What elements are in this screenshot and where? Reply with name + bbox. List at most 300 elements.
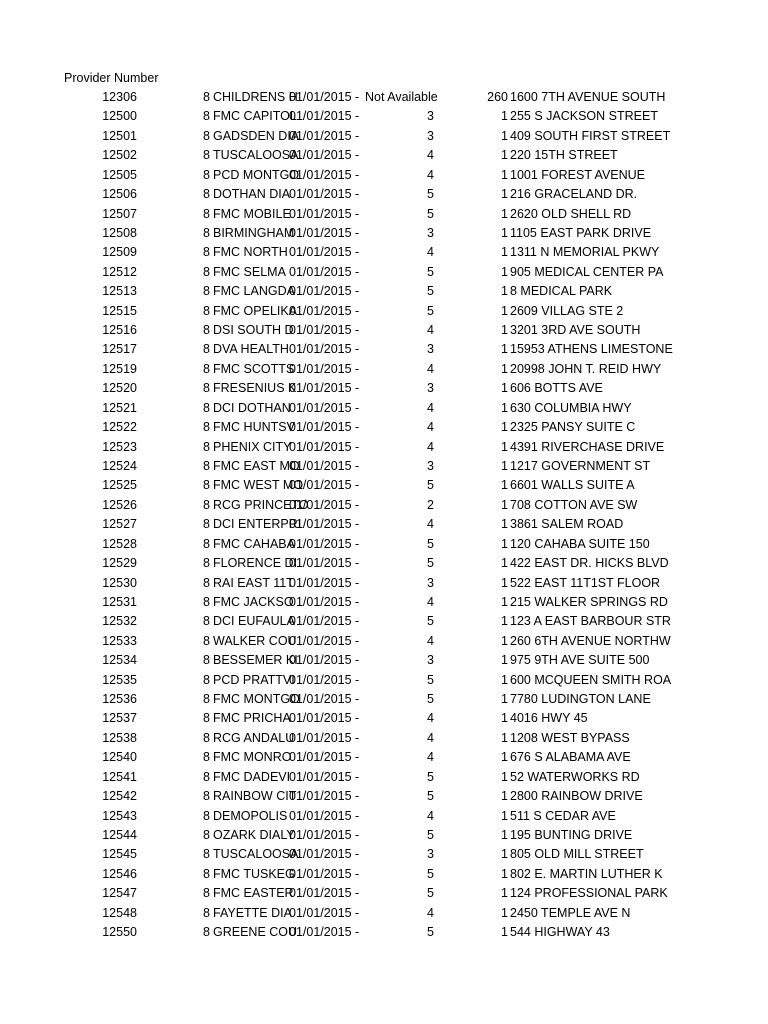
date-cell: 01/01/2015 - (289, 109, 360, 124)
count-cell: 1 (501, 789, 508, 804)
group-cell: 8 (203, 187, 210, 202)
facility-name-cell: FMC CAPITOL (213, 109, 297, 124)
address-cell: 2620 OLD SHELL RD (510, 206, 632, 221)
date-cell: 01/01/2015 - (289, 886, 360, 901)
count-cell: 1 (501, 633, 508, 648)
group-cell: 8 (203, 225, 210, 240)
table-row (0, 107, 768, 126)
address-cell: 905 MEDICAL CENTER PA (510, 264, 664, 279)
provider-number-cell: 12515 (102, 303, 137, 318)
date-cell: 01/01/2015 - (289, 653, 360, 668)
facility-name-cell: RCG ANDALU (213, 730, 295, 745)
facility-name-cell: WALKER COU (213, 633, 297, 648)
facility-name-cell: CHILDRENS H (213, 90, 298, 104)
address-cell: 422 EAST DR. HICKS BLVD (510, 556, 669, 571)
table-row (0, 884, 768, 903)
group-cell: 8 (203, 264, 210, 279)
address-cell: 124 PROFESSIONAL PARK (510, 886, 668, 901)
facility-name-cell: FMC MONRO (213, 750, 292, 765)
rating-cell: 5 (427, 478, 434, 493)
address-cell: 522 EAST 11T1ST FLOOR (510, 575, 661, 590)
date-cell: 01/01/2015 - (289, 536, 360, 551)
facility-name-cell: FMC OPELIKA (213, 303, 298, 318)
table-row (0, 515, 768, 534)
table-row (0, 709, 768, 728)
group-cell: 8 (203, 109, 210, 124)
address-cell: 123 A EAST BARBOUR STR (510, 614, 671, 629)
date-cell: 01/01/2015 - (289, 614, 360, 629)
rating-cell: 5 (427, 187, 434, 202)
address-cell: 1105 EAST PARK DRIVE (510, 225, 652, 240)
rating-cell: 5 (427, 886, 434, 901)
address-cell: 15953 ATHENS LIMESTONE (510, 342, 673, 357)
provider-number-cell: 12542 (102, 789, 137, 804)
group-cell: 8 (203, 128, 210, 143)
provider-number-cell: 12543 (102, 808, 137, 823)
count-cell: 1 (501, 458, 508, 473)
date-cell: 01/01/2015 - (289, 692, 360, 707)
rating-cell: 5 (427, 556, 434, 571)
count-cell: 1 (501, 109, 508, 124)
provider-number-cell: 12547 (102, 886, 137, 901)
provider-number-cell: 12541 (102, 769, 137, 784)
facility-name-cell: FAYETTE DIA (213, 905, 292, 920)
provider-number-cell: 12538 (102, 730, 137, 745)
facility-name-cell: TUSCALOOSA (213, 148, 299, 163)
table-row (0, 807, 768, 826)
count-cell: 1 (501, 148, 508, 163)
count-cell: 1 (501, 245, 508, 260)
provider-number-cell: 12501 (102, 128, 137, 143)
count-cell: 1 (501, 400, 508, 415)
rating-cell: 4 (427, 420, 434, 435)
date-cell: 01/01/2015 - (289, 478, 360, 493)
address-cell: 606 BOTTS AVE (510, 381, 603, 396)
date-cell: 01/01/2015 - (289, 769, 360, 784)
table-row (0, 146, 768, 165)
group-cell: 8 (203, 769, 210, 784)
facility-name-cell: OZARK DIALY (213, 827, 295, 842)
address-cell: 676 S ALABAMA AVE (510, 750, 631, 765)
facility-name-cell: FMC MONTGO (213, 692, 300, 707)
table-row (0, 263, 768, 282)
date-cell: 01/01/2015 - (289, 167, 360, 182)
group-cell: 8 (203, 148, 210, 163)
rating-cell: 4 (427, 633, 434, 648)
table-row (0, 535, 768, 554)
facility-name-cell: DCI ENTERPRI (213, 517, 302, 532)
provider-number-header: Provider Number (64, 71, 159, 85)
provider-number-cell: 12516 (102, 323, 137, 338)
address-cell: 52 WATERWORKS RD (510, 769, 640, 784)
date-cell: 01/01/2015 - (289, 439, 360, 454)
rating-cell: 5 (427, 614, 434, 629)
rating-cell: 3 (427, 109, 434, 124)
group-cell: 8 (203, 361, 210, 376)
group-cell: 8 (203, 400, 210, 415)
group-cell: 8 (203, 206, 210, 221)
facility-name-cell: FMC LANGDA (213, 284, 295, 299)
group-cell: 8 (203, 730, 210, 745)
address-cell: 975 9TH AVE SUITE 500 (510, 653, 650, 668)
count-cell: 1 (501, 614, 508, 629)
rating-cell: 4 (427, 711, 434, 726)
group-cell: 8 (203, 633, 210, 648)
date-cell: 01/01/2015 - (289, 361, 360, 376)
date-cell: 01/01/2015 - (289, 594, 360, 609)
table-row (0, 166, 768, 185)
facility-name-cell: FMC WEST MO (213, 478, 304, 493)
provider-number-cell: 12512 (102, 264, 137, 279)
address-cell: 708 COTTON AVE SW (510, 497, 638, 512)
table-row (0, 554, 768, 573)
availability-cell: Not Available (365, 90, 438, 104)
table-row (0, 632, 768, 651)
date-cell: 01/01/2015 - (289, 90, 360, 104)
count-cell: 1 (501, 167, 508, 182)
date-cell: 01/01/2015 - (289, 827, 360, 842)
facility-name-cell: FMC CAHABA (213, 536, 295, 551)
facility-name-cell: FMC SELMA (213, 264, 286, 279)
table-row (0, 651, 768, 670)
date-cell: 01/01/2015 - (289, 245, 360, 260)
table-row (0, 360, 768, 379)
provider-number-cell: 12520 (102, 381, 137, 396)
table-row (0, 302, 768, 321)
group-cell: 8 (203, 575, 210, 590)
address-cell: 1311 N MEMORIAL PKWY (510, 245, 660, 260)
table-row (0, 826, 768, 845)
rating-cell: 3 (427, 847, 434, 862)
count-cell: 260 (487, 90, 508, 104)
count-cell: 1 (501, 886, 508, 901)
count-cell: 1 (501, 847, 508, 862)
date-cell: 01/01/2015 - (289, 420, 360, 435)
group-cell: 8 (203, 458, 210, 473)
count-cell: 1 (501, 225, 508, 240)
rating-cell: 3 (427, 225, 434, 240)
group-cell: 8 (203, 886, 210, 901)
group-cell: 8 (203, 245, 210, 260)
date-cell: 01/01/2015 - (289, 400, 360, 415)
count-cell: 1 (501, 517, 508, 532)
rating-cell: 5 (427, 284, 434, 299)
facility-name-cell: FMC NORTH (213, 245, 288, 260)
date-cell: 01/01/2015 - (289, 847, 360, 862)
group-cell: 8 (203, 167, 210, 182)
address-cell: 3201 3RD AVE SOUTH (510, 323, 641, 338)
facility-name-cell: PCD PRATTVI (213, 672, 295, 687)
date-cell: 01/01/2015 - (289, 225, 360, 240)
provider-number-cell: 12536 (102, 692, 137, 707)
facility-name-cell: GADSDEN DIA (213, 128, 300, 143)
address-cell: 7780 LUDINGTON LANE (510, 692, 651, 707)
count-cell: 1 (501, 187, 508, 202)
rating-cell: 3 (427, 653, 434, 668)
rating-cell: 4 (427, 167, 434, 182)
provider-number-cell: 12519 (102, 361, 137, 376)
table-row (0, 904, 768, 923)
count-cell: 1 (501, 711, 508, 726)
provider-number-cell: 12535 (102, 672, 137, 687)
group-cell: 8 (203, 614, 210, 629)
group-cell: 8 (203, 711, 210, 726)
count-cell: 1 (501, 692, 508, 707)
group-cell: 8 (203, 323, 210, 338)
table-row (0, 923, 768, 942)
rating-cell: 4 (427, 594, 434, 609)
facility-name-cell: DSI SOUTH D (213, 323, 294, 338)
table-row (0, 127, 768, 146)
provider-number-cell: 12524 (102, 458, 137, 473)
table-row (0, 185, 768, 204)
table-row (0, 379, 768, 398)
facility-name-cell: DCI EUFAULA (213, 614, 295, 629)
address-cell: 260 6TH AVENUE NORTHW (510, 633, 671, 648)
count-cell: 1 (501, 556, 508, 571)
date-cell: 01/01/2015 - (289, 750, 360, 765)
address-cell: 20998 JOHN T. REID HWY (510, 361, 662, 376)
group-cell: 8 (203, 342, 210, 357)
date-cell: 01/01/2015 - (289, 128, 360, 143)
facility-name-cell: DEMOPOLIS (213, 808, 288, 823)
address-cell: 120 CAHABA SUITE 150 (510, 536, 650, 551)
provider-number-cell: 12548 (102, 905, 137, 920)
count-cell: 1 (501, 381, 508, 396)
provider-number-cell: 12530 (102, 575, 137, 590)
address-cell: 216 GRACELAND DR. (510, 187, 638, 202)
table-row (0, 457, 768, 476)
table-row (0, 612, 768, 631)
facility-name-cell: RAINBOW CIT (213, 789, 297, 804)
rating-cell: 4 (427, 808, 434, 823)
date-cell: 01/01/2015 - (289, 925, 360, 940)
address-cell: 6601 WALLS SUITE A (510, 478, 635, 493)
rating-cell: 3 (427, 381, 434, 396)
table-row (0, 282, 768, 301)
address-cell: 805 OLD MILL STREET (510, 847, 644, 862)
group-cell: 8 (203, 90, 210, 104)
address-cell: 2450 TEMPLE AVE N (510, 905, 631, 920)
table-row (0, 593, 768, 612)
count-cell: 1 (501, 866, 508, 881)
table-row (0, 865, 768, 884)
provider-number-cell: 12550 (102, 925, 137, 940)
provider-number-cell: 12526 (102, 497, 137, 512)
date-cell: 01/01/2015 - (289, 633, 360, 648)
group-cell: 8 (203, 808, 210, 823)
group-cell: 8 (203, 303, 210, 318)
rating-cell: 4 (427, 361, 434, 376)
facility-name-cell: PCD MONTGO (213, 167, 300, 182)
date-cell: 01/01/2015 - (289, 730, 360, 745)
rating-cell: 3 (427, 575, 434, 590)
group-cell: 8 (203, 556, 210, 571)
date-cell: 01/01/2015 - (289, 187, 360, 202)
rating-cell: 5 (427, 925, 434, 940)
provider-number-cell: 12505 (102, 167, 137, 182)
table-row (0, 671, 768, 690)
facility-name-cell: FMC HUNTSV (213, 420, 295, 435)
count-cell: 1 (501, 128, 508, 143)
provider-number-cell: 12522 (102, 420, 137, 435)
rating-cell: 5 (427, 692, 434, 707)
group-cell: 8 (203, 497, 210, 512)
facility-name-cell: DOTHAN DIA (213, 187, 291, 202)
date-cell: 01/01/2015 - (289, 517, 360, 532)
count-cell: 1 (501, 323, 508, 338)
table-row (0, 321, 768, 340)
rating-cell: 5 (427, 769, 434, 784)
address-cell: 4016 HWY 45 (510, 711, 588, 726)
address-cell: 1208 WEST BYPASS (510, 730, 630, 745)
address-cell: 195 BUNTING DRIVE (510, 827, 633, 842)
date-cell: 01/01/2015 - (289, 905, 360, 920)
count-cell: 1 (501, 206, 508, 221)
provider-number-cell: 12517 (102, 342, 137, 357)
group-cell: 8 (203, 692, 210, 707)
group-cell: 8 (203, 594, 210, 609)
rating-cell: 4 (427, 245, 434, 260)
table-row (0, 496, 768, 515)
count-cell: 1 (501, 478, 508, 493)
provider-number-cell: 12502 (102, 148, 137, 163)
facility-name-cell: FMC JACKSO (213, 594, 294, 609)
address-cell: 220 15TH STREET (510, 148, 618, 163)
provider-number-cell: 12513 (102, 284, 137, 299)
table-row (0, 243, 768, 262)
group-cell: 8 (203, 517, 210, 532)
group-cell: 8 (203, 536, 210, 551)
address-cell: 511 S CEDAR AVE (510, 808, 616, 823)
group-cell: 8 (203, 478, 210, 493)
group-cell: 8 (203, 672, 210, 687)
address-cell: 2609 VILLAG STE 2 (510, 303, 624, 318)
rating-cell: 4 (427, 323, 434, 338)
table-row (0, 340, 768, 359)
rating-cell: 5 (427, 303, 434, 318)
facility-name-cell: GREENE COU (213, 925, 298, 940)
group-cell: 8 (203, 866, 210, 881)
rating-cell: 4 (427, 148, 434, 163)
rating-cell: 5 (427, 827, 434, 842)
date-cell: 01/01/2015 - (289, 808, 360, 823)
facility-name-cell: FMC PRICHA (213, 711, 291, 726)
count-cell: 1 (501, 672, 508, 687)
provider-number-cell: 12534 (102, 653, 137, 668)
facility-name-cell: FMC MOBILE (213, 206, 291, 221)
table-row (0, 574, 768, 593)
table-row (0, 748, 768, 767)
provider-number-cell: 12545 (102, 847, 137, 862)
group-cell: 8 (203, 827, 210, 842)
table-row (0, 690, 768, 709)
rating-cell: 2 (427, 497, 434, 512)
address-cell: 1001 FOREST AVENUE (510, 167, 646, 182)
count-cell: 1 (501, 808, 508, 823)
table-row (0, 476, 768, 495)
provider-number-cell: 12531 (102, 594, 137, 609)
count-cell: 1 (501, 730, 508, 745)
facility-name-cell: RCG PRINCETO (213, 497, 309, 512)
rating-cell: 4 (427, 400, 434, 415)
date-cell: 01/01/2015 - (289, 342, 360, 357)
provider-number-cell: 12533 (102, 633, 137, 648)
address-cell: 802 E. MARTIN LUTHER K (510, 866, 663, 881)
provider-number-cell: 12532 (102, 614, 137, 629)
group-cell: 8 (203, 750, 210, 765)
facility-name-cell: FMC EASTER (213, 886, 294, 901)
rating-cell: 5 (427, 206, 434, 221)
rating-cell: 3 (427, 458, 434, 473)
address-cell: 3861 SALEM ROAD (510, 517, 624, 532)
provider-number-cell: 12500 (102, 109, 137, 124)
table-row (0, 205, 768, 224)
count-cell: 1 (501, 303, 508, 318)
group-cell: 8 (203, 653, 210, 668)
rating-cell: 4 (427, 750, 434, 765)
count-cell: 1 (501, 420, 508, 435)
address-cell: 1600 7TH AVENUE SOUTH (510, 90, 666, 104)
date-cell: 01/01/2015 - (289, 497, 360, 512)
facility-name-cell: FMC TUSKEG (213, 866, 295, 881)
facility-name-cell: DCI DOTHAN (213, 400, 291, 415)
date-cell: 01/01/2015 - (289, 148, 360, 163)
group-cell: 8 (203, 284, 210, 299)
date-cell: 01/01/2015 - (289, 303, 360, 318)
date-cell: 01/01/2015 - (289, 323, 360, 338)
group-cell: 8 (203, 905, 210, 920)
address-cell: 2325 PANSY SUITE C (510, 420, 636, 435)
facility-name-cell: FMC EAST MO (213, 458, 300, 473)
table-row (0, 787, 768, 806)
count-cell: 1 (501, 905, 508, 920)
count-cell: 1 (501, 575, 508, 590)
address-cell: 600 MCQUEEN SMITH ROA (510, 672, 672, 687)
rating-cell: 3 (427, 342, 434, 357)
date-cell: 01/01/2015 - (289, 381, 360, 396)
provider-number-cell: 12523 (102, 439, 137, 454)
provider-number-cell: 12509 (102, 245, 137, 260)
provider-number-cell: 12544 (102, 827, 137, 842)
date-cell: 01/01/2015 - (289, 458, 360, 473)
provider-number-cell: 12546 (102, 866, 137, 881)
date-cell: 01/01/2015 - (289, 711, 360, 726)
table-row (0, 768, 768, 787)
address-cell: 1217 GOVERNMENT ST (510, 458, 651, 473)
address-cell: 4391 RIVERCHASE DRIVE (510, 439, 665, 454)
count-cell: 1 (501, 284, 508, 299)
table-row (0, 438, 768, 457)
facility-name-cell: RAI EAST 11T (213, 575, 294, 590)
group-cell: 8 (203, 381, 210, 396)
facility-name-cell: BIRMINGHAM (213, 225, 295, 240)
facility-name-cell: FMC DADEVI (213, 769, 291, 784)
address-cell: 8 MEDICAL PARK (510, 284, 613, 299)
date-cell: 01/01/2015 - (289, 672, 360, 687)
count-cell: 1 (501, 925, 508, 940)
group-cell: 8 (203, 925, 210, 940)
count-cell: 1 (501, 439, 508, 454)
provider-number-cell: 12525 (102, 478, 137, 493)
table-row (0, 88, 768, 107)
table-row (0, 399, 768, 418)
rating-cell: 4 (427, 517, 434, 532)
count-cell: 1 (501, 750, 508, 765)
count-cell: 1 (501, 536, 508, 551)
provider-number-cell: 12521 (102, 400, 137, 415)
date-cell: 01/01/2015 - (289, 866, 360, 881)
